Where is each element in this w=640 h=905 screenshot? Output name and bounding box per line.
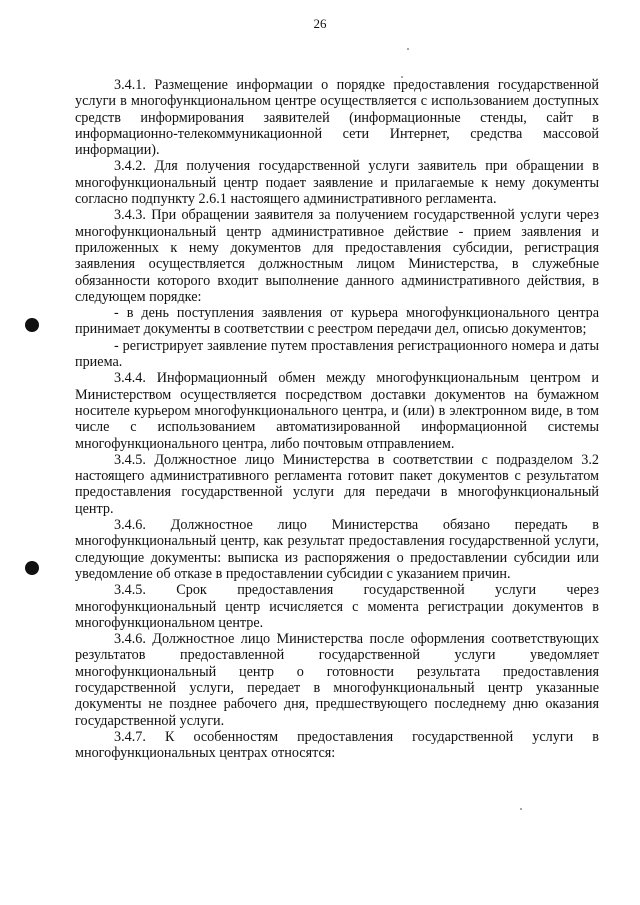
document-body	[75, 77, 599, 761]
paragraph-3-4-4: 3.4.4. Информационный обмен между многофункциональным центром и Министерством осуществляется посредством доставки документов на бумажном носителе курьером многофункционального центра, и (или) в электронном виде, в том числе с использованием автоматизированной информационной системы многофункционального центра, либо почтовым отправлением.	[75, 370, 599, 452]
punch-hole-mark	[25, 318, 39, 332]
paragraph-3-4-6-duplicate: 3.4.6. Должностное лицо Министерства после оформления соответствующих результатов предоставленной государственной услуги уведомляет многофункциональный центр о готовности результата предоставления государственной услуги, передает в многофункциональный центр указанные документы не позднее рабочего дня, предшествующего последнему дню оказания государственной услуги.	[75, 631, 599, 729]
page-number: 26	[313, 16, 327, 31]
punch-hole-mark	[25, 561, 39, 575]
scan-speck	[407, 48, 409, 50]
paragraph-3-4-2: 3.4.2. Для получения государственной услуги заявитель при обращении в многофункциональный центр подает заявление и прилагаемые к нему документы согласно подпункту 2.6.1 настоящего административного регламента.	[75, 158, 599, 208]
scan-speck	[520, 808, 522, 810]
paragraph-3-4-6: 3.4.6. Должностное лицо Министерства обязано передать в многофункциональный центр, как результат предоставления государственной услуги, следующие документы: выписка из распоряжения о предоставлении субсидии или уведомление об отказе в предоставлении субсидии с указанием причин.	[75, 517, 599, 582]
list-item-accept-documents: - в день поступления заявления от курьера многофункционального центра принимает документы в соответствии с реестром передачи дел, описью документов;	[75, 305, 599, 338]
paragraph-3-4-3: 3.4.3. При обращении заявителя за получением государственной услуги через многофункциональный центр административное действие - прием заявления и приложенных к нему документов для предоставления субсидии, регистрация заявления осуществляется должностным лицом Министерства, в служебные обязанности которого входит выполнение данного административного действия, в следующем порядке:	[75, 207, 599, 305]
paragraph-3-4-7: 3.4.7. К особенностям предоставления государственной услуги в многофункциональных центрах относятся:	[75, 728, 599, 762]
paragraph-3-4-5-duplicate: 3.4.5. Срок предоставления государственной услуги через многофункциональный центр исчисляется с момента регистрации документов в многофункциональном центре.	[75, 582, 599, 631]
paragraph-3-4-1: 3.4.1. Размещение информации о порядке предоставления государственной услуги в многофункциональном центре осуществляется с использованием доступных средств информирования заявителей (информационные стенды, сайт в информационно-телекоммуникационной сети Интернет, средства массовой информации).	[75, 77, 599, 159]
list-item-register-application: - регистрирует заявление путем проставления регистрационного номера и даты приема.	[75, 337, 599, 371]
paragraph-3-4-5: 3.4.5. Должностное лицо Министерства в соответствии с подразделом 3.2 настоящего административного регламента готовит пакет документов с результатом предоставления государственной услуги для передачи в многофункциональный центр.	[75, 451, 599, 517]
